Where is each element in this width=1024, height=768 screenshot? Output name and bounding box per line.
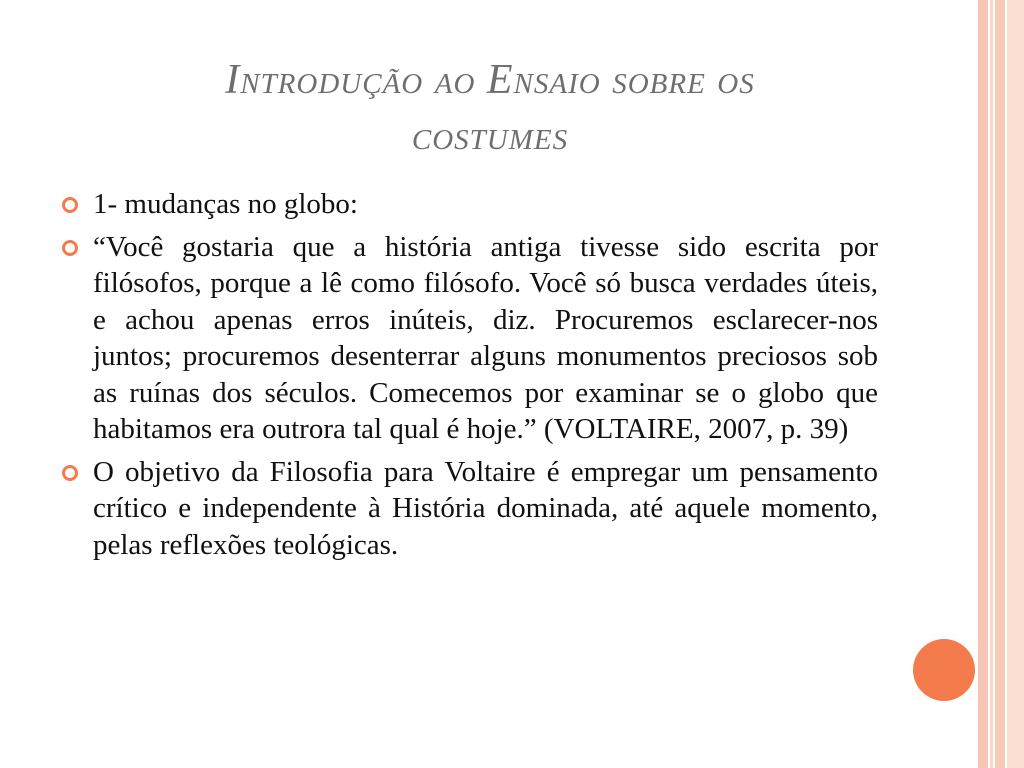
decorative-stripe	[995, 0, 1005, 768]
circle-bullet-icon	[62, 240, 78, 256]
list-item	[62, 454, 878, 564]
decorative-circle	[913, 639, 975, 701]
bullet-text: “Você gostaria que a história antiga tivesse sido escrita por filósofos, porque a lê como filósofo. Você só busca verdades úteis, e achou apenas erros inúteis, diz. Procuremos esclarecer-nos juntos; procuremos desenterrar alguns monumentos preciosos sob as ruínas dos séculos. Comecemos por examinar se o globo que habitamos era outrora tal qual é hoje.” (VOLTAIRE, 2007, p. 39)	[93, 230, 878, 445]
decorative-stripe	[1007, 0, 1024, 768]
bullet-list	[62, 186, 878, 569]
list-item	[62, 186, 878, 223]
bullet-text: O objetivo da Filosofia para Voltaire é empregar um pensamento crítico e independente à História dominada, até aquele momento, pelas reflexões teológicas.	[93, 455, 878, 561]
circle-bullet-icon	[62, 197, 78, 213]
slide-title-line1: Introdução ao Ensaio sobre os	[225, 57, 755, 103]
slide-title	[100, 52, 880, 164]
circle-bullet-icon	[62, 465, 78, 481]
bullet-text: 1- mudanças no globo:	[93, 188, 358, 220]
decorative-stripe	[990, 0, 993, 768]
decorative-stripe	[978, 0, 988, 768]
slide-title-line2: costumes	[411, 113, 569, 159]
list-item	[62, 229, 878, 448]
